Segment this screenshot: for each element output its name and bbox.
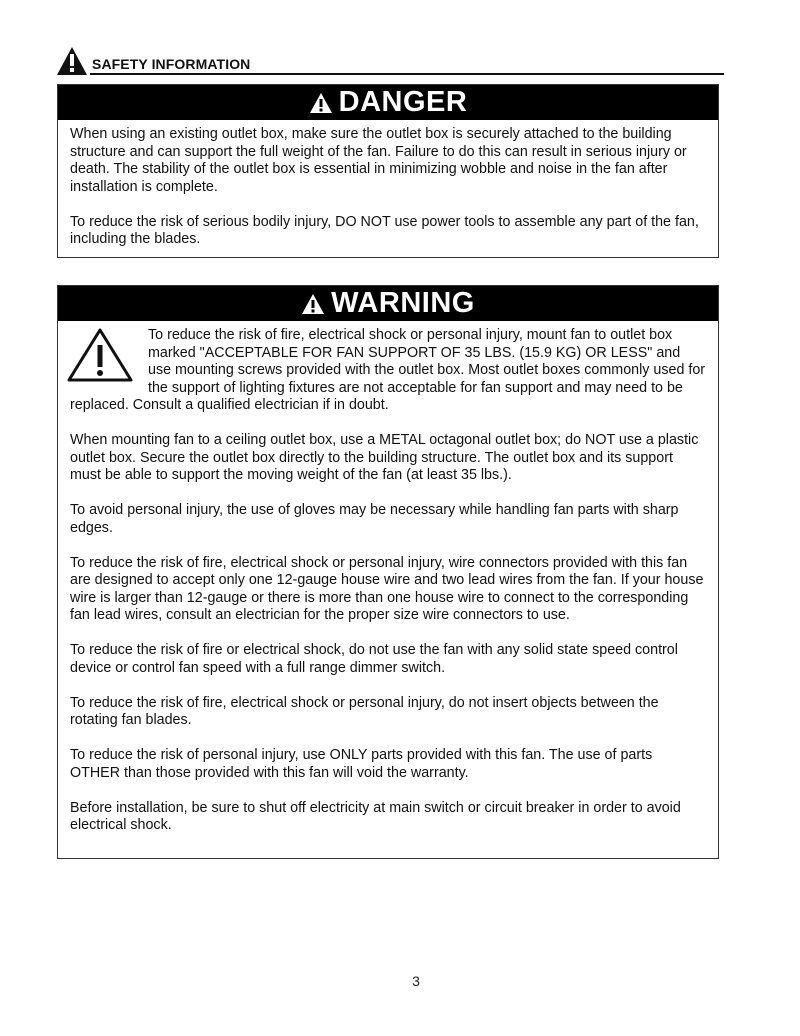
warning-paragraph: To reduce the risk of fire, electrical shock or personal injury, do not insert objects between the rotating fan blades. <box>70 694 659 728</box>
warning-triangle-icon <box>309 92 333 114</box>
danger-box <box>57 84 719 258</box>
warning-paragraph: To reduce the risk of fire or electrical shock, do not use the fan with any solid state speed control device or control fan speed with a full range dimmer switch. <box>70 642 678 676</box>
warning-triangle-icon <box>301 293 325 315</box>
warning-body <box>58 321 718 843</box>
warning-label: WARNING <box>331 287 475 319</box>
warning-paragraph: Before installation, be sure to shut off electricity at main switch or circuit breaker in order to avoid electrical shock. <box>70 799 681 833</box>
warning-paragraph: To avoid personal injury, the use of gloves may be necessary while handling fan parts with sharp edges. <box>70 502 679 536</box>
danger-body <box>58 120 718 257</box>
section-title: SAFETY INFORMATION <box>92 56 251 72</box>
warning-box <box>57 285 719 859</box>
warning-paragraph-text: To reduce the risk of fire, electrical shock or personal injury, mount fan to outlet box marked "ACCEPTABLE FOR FAN SUPPORT OF 35 LBS. (15.9 KG) OR LESS" and use mounting screws provided with the outlet box. Most outlet boxes commonly used for the support of lighting fixtures are not acceptable for fan support and may need to be replaced. Consult a qualified electrician if in doubt. <box>70 327 706 413</box>
warning-paragraph: To reduce the risk of fire, electrical shock or personal injury, wire connectors provided with this fan are designed to accept only one 12-gauge house wire and two lead wires from the fan. If your house wire is larger than 12-gauge or there is more than one house wire to connect to the corresponding fan lead wires, consult an electrician for the proper size wire connectors to use. <box>70 554 704 623</box>
warning-paragraph: When mounting fan to a ceiling outlet box, use a METAL octagonal outlet box; do NOT use a plastic outlet box. Secure the outlet box directly to the building structure. The outlet box and its support must be able to support the moving weight of the fan (at least 35 lbs.). <box>70 432 699 483</box>
section-header <box>56 46 724 76</box>
header-rule <box>90 73 724 75</box>
danger-paragraph: To reduce the risk of serious bodily injury, DO NOT use power tools to assemble any part of the fan, including the blades. <box>70 213 699 247</box>
page-number: 3 <box>412 973 420 989</box>
warning-banner <box>58 286 718 321</box>
warning-triangle-icon <box>56 46 88 76</box>
danger-paragraph: When using an existing outlet box, make sure the outlet box is securely attached to the building structure and can support the full weight of the fan. Failure to do this can result in serious injury or death. The stability of the outlet box is essential in minimizing wobble and noise in the fan after installation is complete. <box>70 126 687 195</box>
warning-paragraph <box>70 327 706 415</box>
warning-paragraph: To reduce the risk of personal injury, use ONLY parts provided with this fan. The use of parts OTHER than those provided with this fan will void the warranty. <box>70 747 653 781</box>
danger-label: DANGER <box>338 86 468 118</box>
warning-triangle-outline-icon <box>66 327 134 383</box>
danger-banner <box>58 85 718 120</box>
